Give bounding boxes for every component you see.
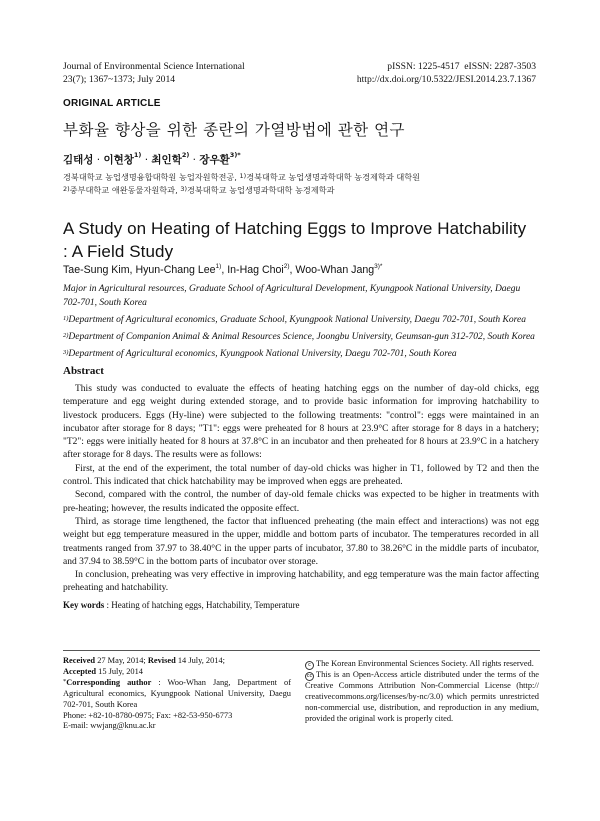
received-date: 27 May, 2014; xyxy=(95,656,148,665)
copyright-text: The Korean Environmental Sciences Society. All rights reserved. xyxy=(316,659,534,668)
accepted-line xyxy=(63,667,291,678)
affiliation-text: 경북대학교 농업생명융합대학원 농업자원학전공, xyxy=(63,172,240,182)
corresponding-author xyxy=(63,678,291,711)
affiliation-mark: 1) xyxy=(239,172,247,180)
corresponding-text: : Woo-Whan Jang, Department of Agricultural economics, Kyungpook National University, Daegu 702-701, South Korea xyxy=(63,677,291,709)
journal-header xyxy=(63,60,245,86)
affiliation-mark: 2) xyxy=(283,263,290,270)
abstract-paragraph: Third, as storage time lengthened, the factor that influenced preheating (the main effect and interactions) was not egg weight but egg temperature measured in the upper, middle and bottom parts of incubator. The temperatures recorded in all treatments ranged from 37.97 to 38.40°C in the upper parts of incubator, 37.80 to 38.26°C in the middle parts of incubator, and 37.94 to 38.59°C in the bottom parts of incubator over storage. xyxy=(63,516,539,567)
author-name: 최인학 xyxy=(151,154,182,166)
affiliation-mark: 2) xyxy=(63,332,69,339)
affiliation-text: 경북대학교 농업생명과학대학 농경제학과 대학원 xyxy=(246,172,421,182)
english-title xyxy=(63,217,543,263)
accepted-label: Accepted xyxy=(63,666,97,676)
author-separator: · xyxy=(189,154,200,166)
affiliation-mark: 3) xyxy=(63,349,69,356)
affiliation-text: 경북대학교 농업생명과학대학 농경제학과 xyxy=(186,185,335,195)
creative-commons-icon: cc xyxy=(306,673,313,679)
abstract-body xyxy=(63,383,539,596)
author-separator: · xyxy=(141,154,152,166)
keywords xyxy=(63,600,300,610)
footer-dates-correspondence xyxy=(63,656,291,732)
abstract-paragraph: This study was conducted to evaluate the effects of heating hatching eggs on the number of day-old chicks, egg temperature and egg weight during extended storage, and to provide basic information for improving hatchability to livestock producers. Eggs (Hy-line) were subjected to the following treatments: "control": eggs were maintained in an incubator after storage for 8 days; "T1": eggs were preheated for 8 hours at 23.9°C after storage for 8 days in a hatchery; "T2": eggs were initially heated for 8 hours at 37.8°C in an incubator and then preheated for 8 hours at 23.9°C in a hatchery after storage for 8 days. The results were as follows: xyxy=(63,384,539,461)
issn-header xyxy=(357,60,536,86)
accepted-date: 15 July, 2014 xyxy=(96,666,143,676)
corresponding-label: Corresponding author xyxy=(66,677,152,687)
doi-link[interactable]: http://dx.doi.org/10.5322/JESI.2014.23.7.1367 xyxy=(356,74,536,85)
email-link[interactable]: E-mail: wwjang@knu.ac.kr xyxy=(63,721,156,731)
affiliation-2 xyxy=(63,330,539,344)
received-label: Received xyxy=(63,656,96,665)
korean-affiliation-line xyxy=(63,171,543,184)
affiliation-text: Department of Agricultural economics, Kyungpook National University, Daegu 702-701, South Korea xyxy=(68,349,457,359)
affiliation-mark: 3)* xyxy=(229,151,241,159)
footer-divider xyxy=(63,650,540,651)
title-line: A Study on Heating of Hatching Eggs to Improve Hatchability xyxy=(63,219,527,238)
author-name: 장우환 xyxy=(199,154,230,166)
korean-affiliations xyxy=(63,171,543,197)
english-authors xyxy=(63,264,382,276)
title-line: : A Field Study xyxy=(63,242,174,261)
footer-license xyxy=(305,659,539,725)
affiliation-text: Department of Agricultural economics, Graduate School, Kyungpook National University, Daegu 702-701, South Korea xyxy=(68,315,526,325)
abstract-paragraph: Second, compared with the control, the number of day-old female chicks was expected to be higher in treatments with pre-heating; however, the results indicated the opposite effect. xyxy=(63,490,539,514)
affiliation-mark: 1) xyxy=(133,151,142,159)
license-text: This is an Open-Access article distributed under the terms of the Creative Commons Attribution Non-Commercial License (http:// creativecommons.org/licenses/by-nc/3.0) which permits unrestricted non-commercial use, distribution, and reproduction in any medium, provided the original work is properly cited. xyxy=(305,670,539,723)
abstract-heading: Abstract xyxy=(63,365,104,377)
article-type: ORIGINAL ARTICLE xyxy=(63,98,161,109)
korean-title: 부화율 향상을 위한 종란의 가열방법에 관한 연구 xyxy=(63,121,406,139)
license-line xyxy=(305,670,539,725)
author-name: 김태성 xyxy=(63,154,94,166)
revised-label: Revised xyxy=(147,656,176,665)
affiliation-3 xyxy=(63,347,539,361)
revised-date: 14 July, 2014; xyxy=(175,656,225,665)
author-name: Hyun-Chang Lee xyxy=(135,264,216,276)
author-separator: · xyxy=(93,154,104,166)
issn: pISSN: 1225-4517 eISSN: 2287-3503 xyxy=(387,61,536,72)
affiliation-mark: 1) xyxy=(63,315,69,322)
affiliation-main: Major in Agricultural resources, Graduate School of Agricultural Development, Kyungpook National University, Daegu 702-701, South Korea xyxy=(63,284,521,308)
affiliation-mark: 3) xyxy=(180,185,187,193)
author-name: , Woo-Whan Jang xyxy=(289,264,375,276)
copyright-line xyxy=(305,659,539,670)
abstract-paragraph: In conclusion, preheating was very effective in improving hatchability, and egg temperature was the main factor affecting preheating and hatchability. xyxy=(63,570,539,594)
affiliation-text: 중부대학교 애완동물자원학과, xyxy=(69,185,181,195)
received-revised-line xyxy=(63,656,291,667)
author-name: , In-Hag Choi xyxy=(221,264,284,276)
affiliation-mark: 1) xyxy=(215,263,222,270)
author-name: 이현창 xyxy=(103,154,134,166)
korean-affiliation-line xyxy=(63,184,543,197)
journal-name: Journal of Environmental Science International xyxy=(63,61,245,72)
journal-volume: 23(7); 1367~1373; July 2014 xyxy=(63,74,176,85)
copyright-icon: c xyxy=(305,661,314,670)
affiliation-mark: 2) xyxy=(181,151,190,159)
affiliation-text: Department of Companion Animal & Animal Resources Science, Joongbu University, Geumsan-gun 312-702, South Korea xyxy=(68,332,535,342)
korean-authors xyxy=(63,152,241,167)
keywords-value: : Heating of hatching eggs, Hatchability, Temperature xyxy=(104,600,300,610)
keywords-label: Key words xyxy=(63,600,105,610)
affiliation-mark: 3)* xyxy=(374,263,383,270)
english-affiliations xyxy=(63,282,539,364)
affiliation-mark: 2) xyxy=(63,185,70,193)
affiliation-1 xyxy=(63,313,539,327)
corresponding-mark: * xyxy=(63,677,67,685)
author-name: Tae-Sung Kim, xyxy=(63,264,136,276)
phone-fax: Phone: +82-10-8780-0975; Fax: +82-53-950-6773 xyxy=(63,710,233,720)
abstract-paragraph: First, at the end of the experiment, the total number of day-old chicks was higher in T1, followed by T2 and then the control. This indicated that chick hatchability may be improved when eggs are preheated. xyxy=(63,463,539,488)
